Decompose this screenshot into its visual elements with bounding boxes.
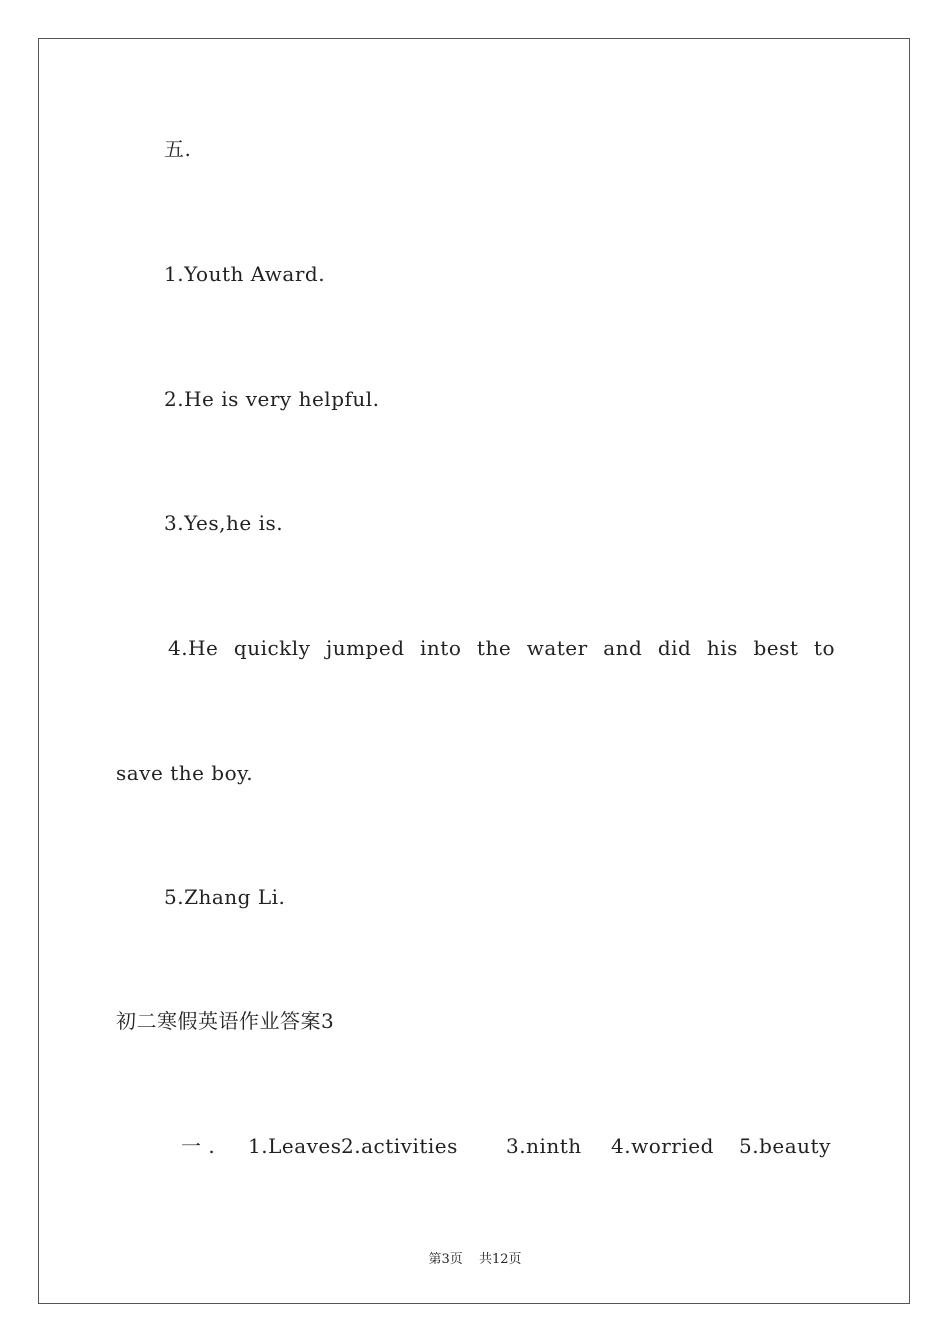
vocab-marker: 一 . bbox=[181, 1134, 216, 1158]
vocab-item: 1.Leaves bbox=[248, 1134, 342, 1158]
answer-line: 3.Yes,he is. bbox=[164, 511, 284, 535]
page-total: 共12页 bbox=[478, 1252, 522, 1267]
answer-line: 1.Youth Award. bbox=[164, 262, 326, 286]
answer-line: 4.He quickly jumped into the water and did his best to bbox=[168, 636, 835, 660]
section-five-heading: 五. bbox=[164, 137, 192, 161]
answer-line: 5.Zhang Li. bbox=[164, 885, 286, 909]
answer-line-continuation: save the boy. bbox=[116, 761, 254, 785]
vocab-item: 3.ninth bbox=[506, 1134, 582, 1158]
page-footer bbox=[0, 1248, 950, 1267]
page-border bbox=[38, 38, 910, 1304]
vocab-item: 2.activities bbox=[341, 1134, 458, 1158]
answer-line: 2.He is very helpful. bbox=[164, 387, 380, 411]
section-title: 初二寒假英语作业答案3 bbox=[116, 1009, 335, 1033]
vocab-item: 5.beauty bbox=[739, 1134, 831, 1158]
page-number: 第3页 bbox=[428, 1252, 463, 1267]
vocab-item: 4.worried bbox=[611, 1134, 714, 1158]
